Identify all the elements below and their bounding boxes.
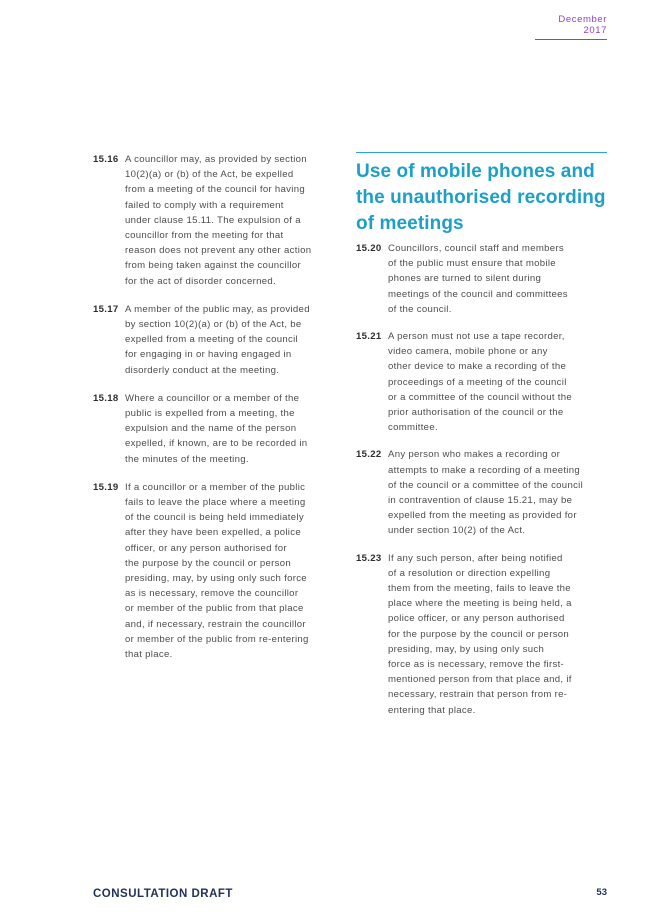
clause-15-23 [356,551,607,718]
clause-text: A member of the public may, as provided by section 10(2)(a) or (b) of the Act, be expelled from a meeting of the council for engaging in or having engaged in disorderly conduct at the meeting. [125,303,310,376]
left-column [93,152,343,675]
clause-text: Councillors, council staff and members of the public must ensure that mobile phones are turned to silent during meetings of the council and committees of the council. [388,243,568,315]
clause-text: Where a councillor or a member of the public is expelled from a meeting, the expulsion and the name of the person expelled, if known, are to be recorded in the minutes of the meeting. [125,392,308,465]
clause-15-17 [93,302,343,378]
page-number: 53 [596,887,607,898]
section-heading: Use of mobile phones and the unauthorised recording of meetings [356,161,606,234]
section-divider [356,152,607,153]
footer-label: CONSULTATION DRAFT [93,888,233,900]
clause-text: If any such person, after being notified of a resolution or direction expelling them from the meeting, fails to leave the place where the meeting is being held, a police officer, or any person authorised for the purpose by the council or person presiding, may, by using only such force as is necessary, remove the first- mentioned person from that place and, if necessary, restrain that person from re- entering that place. [388,552,572,716]
clause-15-20 [356,241,607,317]
clause-number: 15.18 [93,392,119,404]
clause-15-18 [93,391,343,467]
clause-text: A person must not use a tape recorder, video camera, mobile phone or any other device to make a recording of the proceedings of a meeting of the council or a committee of the council without the prior authorisation of the council or the committee. [388,331,573,434]
clause-15-19 [93,480,343,662]
clause-number: 15.23 [356,552,382,564]
clause-number: 15.17 [93,303,119,315]
clause-text: A councillor may, as provided by section 10(2)(a) or (b) of the Act, be expelled from a meeting of the council for having failed to comply with a requirement under clause 15.11. The expulsion of a councillor from the meeting for that reason does not prevent any other action from being taken against the councillor for the act of disorder concerned. [125,154,312,287]
clause-15-21 [356,329,607,435]
clause-15-22 [356,447,607,538]
right-column [356,152,607,730]
clause-number: 15.19 [93,481,119,493]
clause-number: 15.20 [356,243,382,254]
header-date: December 2017 [535,14,607,40]
clause-text: Any person who makes a recording or attempts to make a recording of a meeting of the council or a committee of the council in contravention of clause 15.21, may be expelled from the meeting as provided for under section 10(2) of the Act. [388,449,584,537]
clause-number: 15.16 [93,154,119,165]
clause-text: If a councillor or a member of the public fails to leave the place where a meeting of the council is being held immediately after they have been expelled, a police officer, or any person authorised for the purpose by the council or person presiding, may, by using only such force as is necessary, remove the councillor or member of the public from that place and, if necessary, restrain the councillor or member of the public from re-entering that place. [125,481,309,661]
clause-number: 15.21 [356,331,382,343]
clause-number: 15.22 [356,449,382,461]
clause-15-16 [93,152,343,289]
